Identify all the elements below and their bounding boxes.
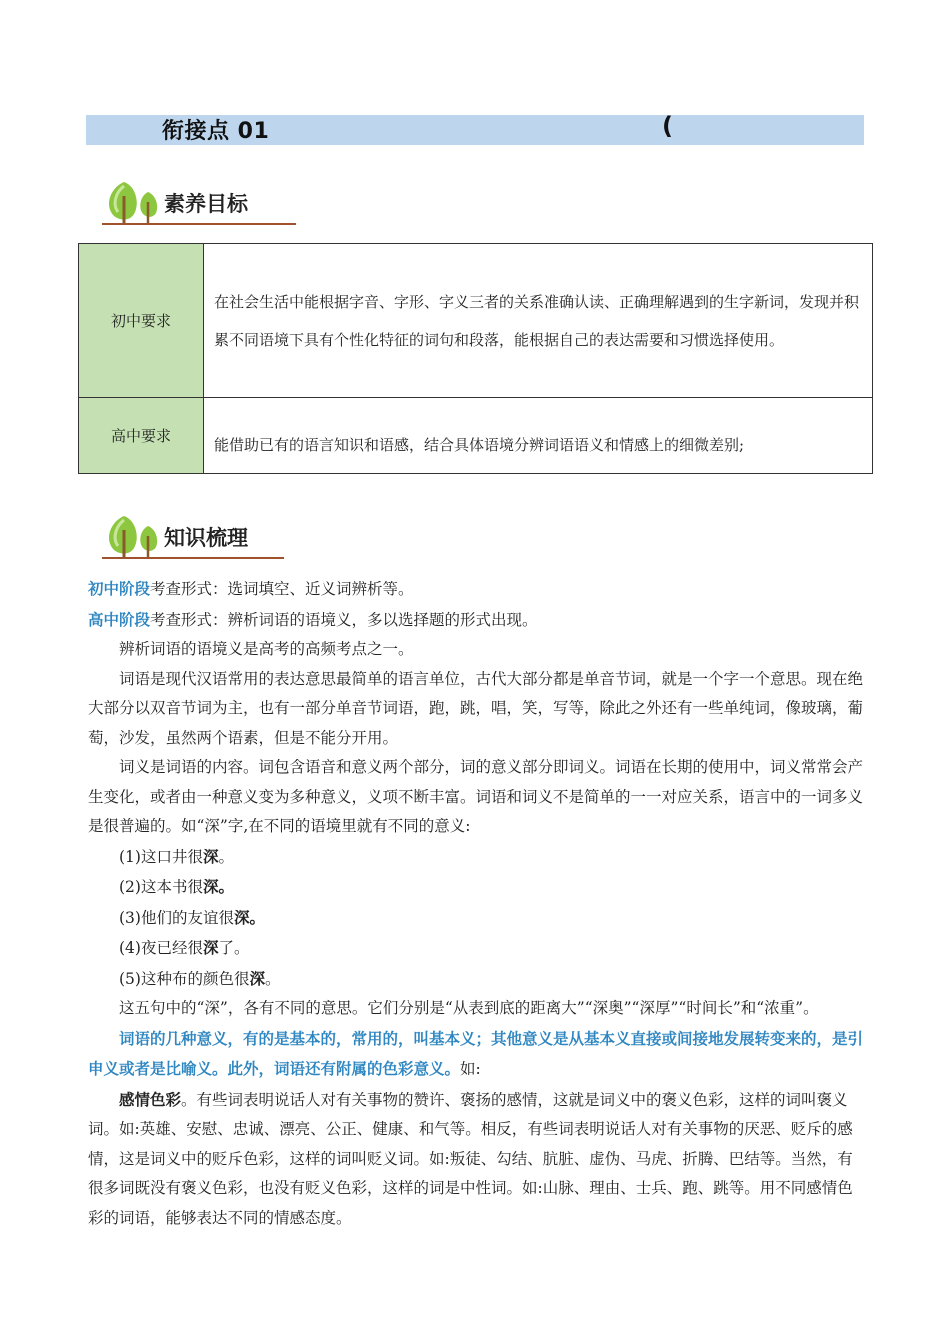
example-keyword: 深 (249, 968, 265, 988)
senior-stage-label: 高中阶段 (88, 609, 151, 629)
table-text-junior: 在社会生活中能根据字音、字形、字义三者的关系准确认读、正确理解遇到的生字新词，发现并积累不同语境下具有个性化特征的词句和段落，能根据自己的表达需要和习惯选择使用。 (204, 244, 873, 398)
example-text: (4)夜已经很 (119, 939, 203, 957)
knowledge-body (88, 574, 864, 1233)
example-text: (2)这本书很 (119, 878, 203, 896)
example-keyword: 深。 (233, 907, 265, 927)
section-title-goals: 素养目标 (164, 192, 248, 216)
table-label-senior: 高中要求 (79, 398, 204, 474)
junior-stage-text: 考查形式：选词填空、近义词辨析等。 (150, 580, 414, 598)
example-keyword: 深。 (202, 877, 234, 896)
table-label-junior: 初中要求 (79, 244, 204, 398)
example-text: 。 (264, 969, 281, 988)
example-text: 了。 (218, 939, 250, 957)
paragraph: 词语是现代汉语常用的表达意思最简单的语言单位，古代大部分都是单音节词，就是一个字一个意思。现在绝大部分以双音节词为主，也有一部分单音节词语，跑，跳，唱，笑，写等，除此之外还有一些单纯词，像玻璃，葡萄，沙发，虽然两个语素，但是不能分开用。 (88, 669, 864, 747)
example-line (88, 842, 864, 873)
example-line (88, 903, 864, 934)
paragraph-text: 。有些词表明说话人对有关事物的赞许、褒扬的感情，这就是词义中的褒义色彩，这样的词叫褒义词。如:英雄、安慰、忠诚、漂亮、公正、健康、和气等。相反，有些词表明说话人对有关事物的厌恶、贬斥的感情，这是词义中的贬斥色彩，这样的词叫贬义词。如:叛徒、勾结、肮脏、虚伪、马虎、折腾、巴结等。当然，有很多词既没有褒义色彩，也没有贬义色彩，这样的词是中性词。如:山脉、理由、士兵、跑、跳等。用不同感情色彩的词语，能够表达不同的情感态度。 (88, 1090, 853, 1227)
example-keyword: 深 (202, 846, 219, 866)
example-text: 。 (218, 847, 234, 866)
term-emotion-color: 感情色彩 (119, 1089, 182, 1109)
example-line (88, 872, 864, 903)
page-title: 衔接点 01 (162, 119, 270, 144)
table-row (79, 244, 873, 398)
example-text: (5)这种布的颜色很 (119, 969, 250, 988)
junior-stage-line (88, 574, 864, 605)
table-row (79, 398, 873, 474)
example-line (88, 964, 864, 995)
table-text-senior: 能借助已有的语言知识和语感，结合具体语境分辨词语语义和情感上的细微差别; (204, 398, 873, 474)
example-text: (1)这口井很 (119, 847, 203, 866)
paragraph: 辨析词语的语境义是高考的高频考点之一。 (119, 640, 414, 658)
senior-stage-text: 考查形式：辨析词语的语境义，多以选择题的形式出现。 (150, 610, 538, 629)
section-title-knowledge: 知识梳理 (164, 526, 248, 550)
paragraph-highlight (88, 1024, 864, 1085)
junior-stage-label: 初中阶段 (88, 579, 151, 598)
section-head-knowledge (96, 504, 316, 564)
paragraph (88, 1085, 864, 1234)
example-text: (3)他们的友谊很 (119, 908, 234, 927)
senior-stage-line (88, 605, 864, 636)
goals-table (78, 243, 873, 474)
paragraph: 词义是词语的内容。词包含语音和意义两个部分，词的意义部分即词义。词语在长期的使用中，词义常常会产生变化，或者由一种意义变为多种意义，义项不断丰富。词语和词义不是简单的一一对应关系，语言中的一词多义是很普遍的。如“深”字,在不同的语境里就有不同的意义: (88, 758, 864, 835)
highlight-text: 词语的几种意义，有的是基本的，常用的，叫基本义；其他意义是从基本义直接或间接地发展转变来的，是引申义或者是比喻义。此外，词语还有附属的色彩意义。 (88, 1028, 864, 1078)
example-keyword: 深 (202, 938, 219, 957)
section-head-goals (96, 170, 316, 230)
paragraph: 这五句中的“深”，各有不同的意思。它们分别是“从表到底的距离大”“深奥”“深厚”“时间长”和“浓重”。 (119, 999, 819, 1017)
example-line (88, 933, 864, 964)
title-paren: ( (662, 112, 673, 140)
paragraph-tail: 如: (460, 1060, 481, 1078)
